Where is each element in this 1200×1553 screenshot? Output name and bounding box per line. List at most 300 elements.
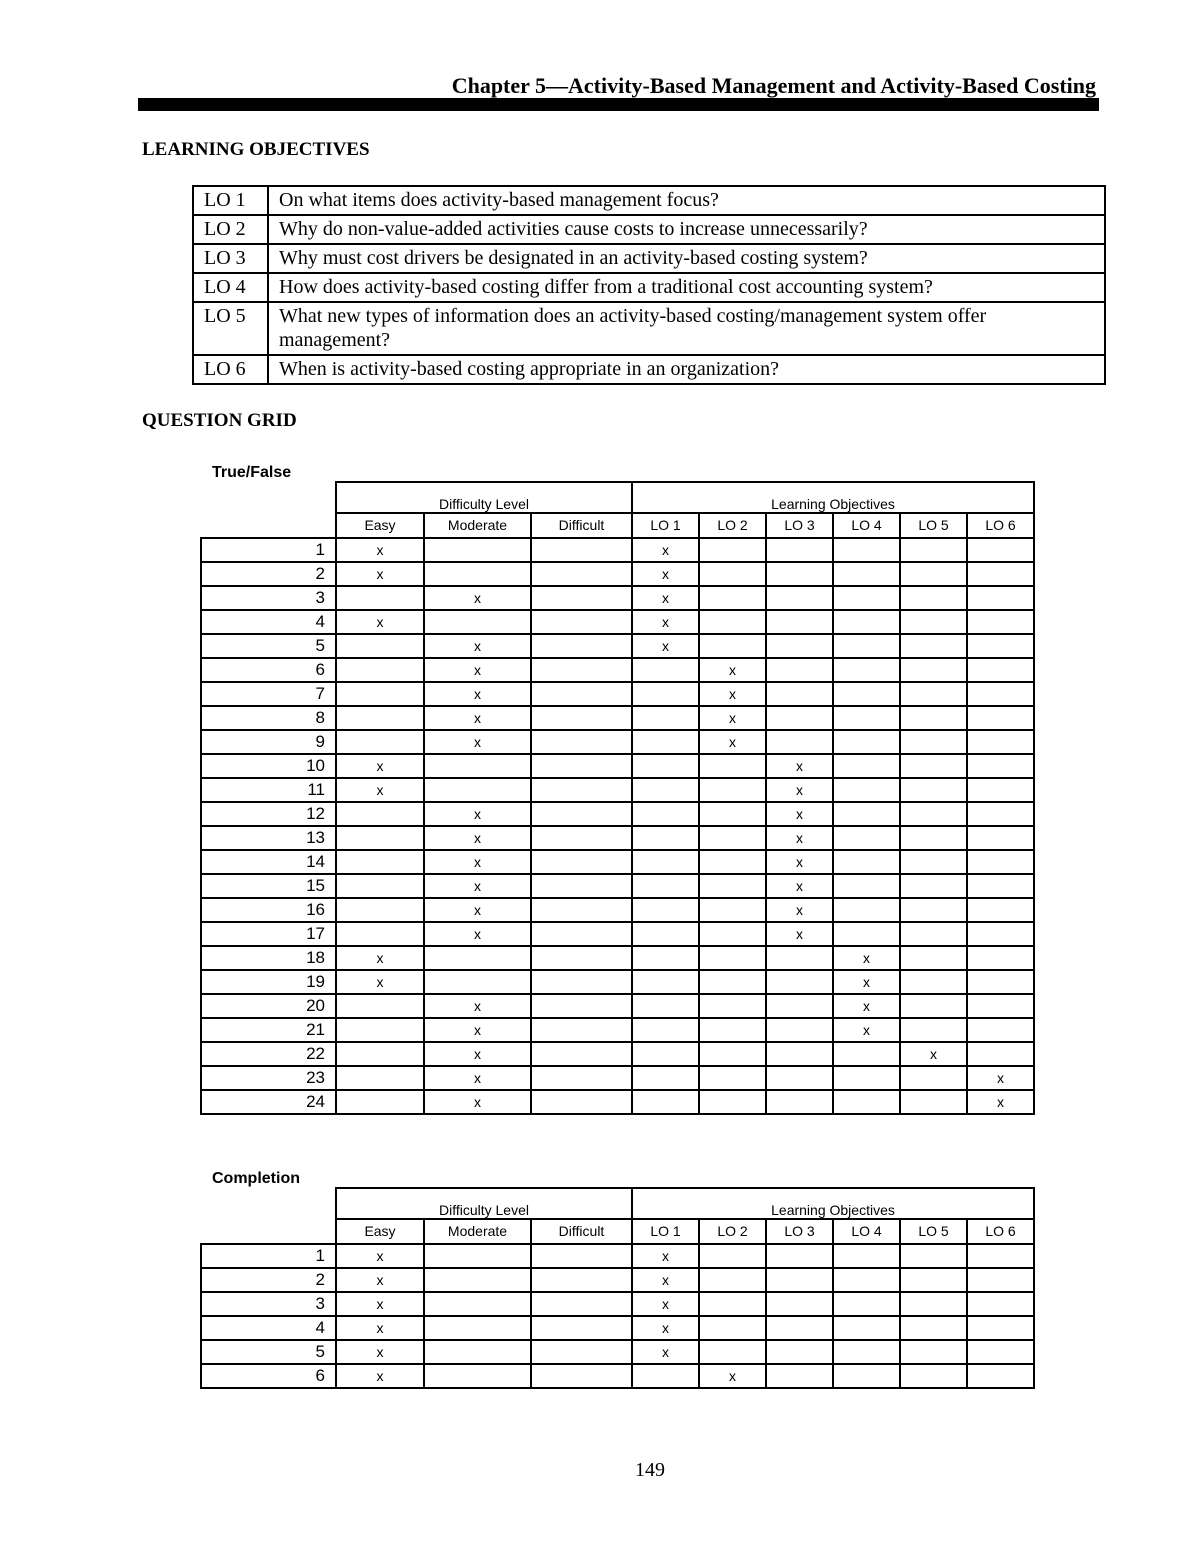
- table-row: [201, 802, 1034, 826]
- column-header: Easy: [336, 513, 424, 538]
- grid-cell: [967, 850, 1034, 874]
- grid-cell: [833, 1340, 900, 1364]
- grid-cell: [967, 1018, 1034, 1042]
- table-row: [201, 682, 1034, 706]
- lo-id: LO 5: [193, 302, 268, 355]
- grid-cell: [699, 922, 766, 946]
- grid-cell: [531, 1018, 632, 1042]
- grid-cell: [336, 586, 424, 610]
- grid-cell: [833, 682, 900, 706]
- table-row: [201, 1364, 1034, 1388]
- lo-id: LO 6: [193, 355, 268, 384]
- grid-mark: x: [424, 1066, 531, 1090]
- grid-cell: [833, 850, 900, 874]
- question-number: 12: [201, 802, 336, 826]
- lo-text: Why must cost drivers be designated in an activity-based costing system?: [268, 244, 1105, 273]
- grid-cell: [632, 1018, 699, 1042]
- grid-cell: [531, 586, 632, 610]
- grid-mark: x: [632, 586, 699, 610]
- grid-cell: [336, 874, 424, 898]
- question-number: 23: [201, 1066, 336, 1090]
- grid-cell: [967, 1364, 1034, 1388]
- grid-mark: x: [424, 874, 531, 898]
- grid-mark: x: [766, 850, 833, 874]
- grid-cell: [967, 1244, 1034, 1268]
- table-row: [201, 586, 1034, 610]
- grid-cell: [336, 1090, 424, 1114]
- question-number: 21: [201, 1018, 336, 1042]
- grid-cell: [632, 898, 699, 922]
- grid-mark: x: [424, 706, 531, 730]
- grid-cell: [699, 1268, 766, 1292]
- grid-cell: [967, 826, 1034, 850]
- grid-mark: x: [632, 562, 699, 586]
- grid-cell: [531, 946, 632, 970]
- grid-cell: [833, 922, 900, 946]
- grid-cell: [967, 754, 1034, 778]
- lo-row: [193, 302, 1105, 355]
- grid-mark: x: [424, 802, 531, 826]
- grid-cell: [766, 634, 833, 658]
- table-row: [201, 970, 1034, 994]
- grid-cell: [531, 826, 632, 850]
- grid-cell: [424, 1292, 531, 1316]
- lo-text: On what items does activity-based management focus?: [268, 186, 1105, 215]
- grid-cell: [531, 1090, 632, 1114]
- grid-cell: [766, 706, 833, 730]
- grid-mark: x: [766, 802, 833, 826]
- grid-corner: [201, 482, 336, 513]
- table-row: [201, 706, 1034, 730]
- grid-cell: [336, 994, 424, 1018]
- grid-cell: [531, 1268, 632, 1292]
- table-row: [201, 1042, 1034, 1066]
- grid-mark: x: [424, 1090, 531, 1114]
- grid-cell: [632, 1042, 699, 1066]
- grid-mark: x: [632, 1316, 699, 1340]
- grid-cell: [766, 1018, 833, 1042]
- grid-cell: [900, 922, 967, 946]
- learning-objectives-header: Learning Objectives: [632, 482, 1034, 513]
- grid-cell: [632, 682, 699, 706]
- table-row: [201, 538, 1034, 562]
- grid-mark: x: [967, 1066, 1034, 1090]
- grid-cell: [833, 1090, 900, 1114]
- grid-cell: [833, 1042, 900, 1066]
- grid-mark: x: [336, 946, 424, 970]
- column-header: LO 6: [967, 513, 1034, 538]
- completion-grid: [200, 1187, 1035, 1389]
- grid-cell: [424, 778, 531, 802]
- lo-id: LO 1: [193, 186, 268, 215]
- grid-column-header-row: [201, 513, 1034, 538]
- grid-cell: [967, 874, 1034, 898]
- grid-cell: [632, 730, 699, 754]
- grid-column-header-row: [201, 1219, 1034, 1244]
- table-row: [201, 874, 1034, 898]
- grid-mark: x: [336, 610, 424, 634]
- grid-cell: [766, 610, 833, 634]
- grid-cell: [531, 850, 632, 874]
- grid-cell: [424, 562, 531, 586]
- grid-cell: [900, 946, 967, 970]
- question-number: 17: [201, 922, 336, 946]
- grid-group-header-row: [201, 1188, 1034, 1219]
- column-header: Difficult: [531, 513, 632, 538]
- column-header: LO 4: [833, 1219, 900, 1244]
- question-number: 20: [201, 994, 336, 1018]
- grid-mark: x: [336, 1316, 424, 1340]
- table-row: [201, 826, 1034, 850]
- question-number: 6: [201, 658, 336, 682]
- grid-cell: [900, 898, 967, 922]
- grid-cell: [531, 658, 632, 682]
- question-number: 16: [201, 898, 336, 922]
- grid-mark: x: [424, 922, 531, 946]
- grid-cell: [967, 778, 1034, 802]
- grid-mark: x: [336, 1364, 424, 1388]
- grid-mark: x: [967, 1090, 1034, 1114]
- grid-cell: [336, 1066, 424, 1090]
- table-row: [201, 1066, 1034, 1090]
- grid-cell: [632, 658, 699, 682]
- table-row: [201, 1268, 1034, 1292]
- grid-cell: [766, 730, 833, 754]
- grid-cell: [766, 586, 833, 610]
- grid-cell: [833, 778, 900, 802]
- grid-cell: [531, 994, 632, 1018]
- lo-text: When is activity-based costing appropriate in an organization?: [268, 355, 1105, 384]
- grid-cell: [336, 730, 424, 754]
- grid-cell: [424, 946, 531, 970]
- page-number: 149: [635, 1459, 665, 1481]
- grid-cell: [699, 874, 766, 898]
- grid-cell: [424, 1244, 531, 1268]
- grid-cell: [531, 634, 632, 658]
- grid-mark: x: [833, 1018, 900, 1042]
- grid-cell: [699, 802, 766, 826]
- grid-cell: [833, 1268, 900, 1292]
- grid-mark: x: [424, 994, 531, 1018]
- column-header: LO 2: [699, 513, 766, 538]
- completion-label: Completion: [212, 1170, 300, 1187]
- grid-cell: [632, 778, 699, 802]
- grid-mark: x: [424, 898, 531, 922]
- grid-cell: [900, 562, 967, 586]
- lo-text: What new types of information does an activity-based costing/management system offer management?: [268, 302, 1105, 355]
- grid-mark: x: [766, 874, 833, 898]
- table-row: [201, 730, 1034, 754]
- column-header: LO 6: [967, 1219, 1034, 1244]
- grid-cell: [531, 1364, 632, 1388]
- grid-mark: x: [336, 1268, 424, 1292]
- grid-cell: [833, 754, 900, 778]
- grid-cell: [900, 538, 967, 562]
- question-number: 8: [201, 706, 336, 730]
- grid-cell: [699, 754, 766, 778]
- grid-cell: [833, 1066, 900, 1090]
- table-row: [201, 1340, 1034, 1364]
- title-rule: [138, 98, 1099, 111]
- table-row: [201, 922, 1034, 946]
- column-header: LO 1: [632, 1219, 699, 1244]
- grid-cell: [900, 1244, 967, 1268]
- grid-mark: x: [336, 1292, 424, 1316]
- grid-cell: [336, 634, 424, 658]
- table-row: [201, 634, 1034, 658]
- grid-cell: [336, 1042, 424, 1066]
- table-row: [201, 562, 1034, 586]
- grid-corner: [201, 513, 336, 538]
- grid-mark: x: [424, 682, 531, 706]
- grid-cell: [967, 658, 1034, 682]
- grid-cell: [699, 778, 766, 802]
- grid-cell: [967, 946, 1034, 970]
- grid-cell: [900, 826, 967, 850]
- table-row: [201, 1316, 1034, 1340]
- grid-cell: [967, 898, 1034, 922]
- grid-cell: [900, 970, 967, 994]
- table-row: [201, 946, 1034, 970]
- grid-cell: [900, 1316, 967, 1340]
- column-header: LO 3: [766, 1219, 833, 1244]
- column-header: Easy: [336, 1219, 424, 1244]
- column-header: LO 3: [766, 513, 833, 538]
- grid-mark: x: [766, 898, 833, 922]
- grid-cell: [531, 562, 632, 586]
- grid-cell: [531, 754, 632, 778]
- grid-cell: [531, 1340, 632, 1364]
- grid-mark: x: [424, 850, 531, 874]
- grid-cell: [336, 898, 424, 922]
- grid-cell: [699, 1244, 766, 1268]
- grid-cell: [632, 946, 699, 970]
- difficulty-level-header: Difficulty Level: [336, 482, 632, 513]
- grid-mark: x: [336, 778, 424, 802]
- grid-mark: x: [632, 1244, 699, 1268]
- table-row: [201, 778, 1034, 802]
- grid-mark: x: [632, 634, 699, 658]
- question-number: 9: [201, 730, 336, 754]
- grid-cell: [699, 1340, 766, 1364]
- question-number: 2: [201, 562, 336, 586]
- table-row: [201, 1018, 1034, 1042]
- grid-cell: [531, 730, 632, 754]
- column-header: Moderate: [424, 513, 531, 538]
- grid-cell: [766, 1066, 833, 1090]
- grid-cell: [531, 1292, 632, 1316]
- question-number: 13: [201, 826, 336, 850]
- grid-cell: [766, 1244, 833, 1268]
- grid-cell: [833, 1292, 900, 1316]
- question-number: 7: [201, 682, 336, 706]
- grid-cell: [766, 970, 833, 994]
- question-number: 24: [201, 1090, 336, 1114]
- question-number: 14: [201, 850, 336, 874]
- grid-cell: [699, 562, 766, 586]
- grid-cell: [833, 826, 900, 850]
- grid-cell: [531, 682, 632, 706]
- grid-mark: x: [699, 658, 766, 682]
- learning-objectives-header: Learning Objectives: [632, 1188, 1034, 1219]
- table-row: [201, 610, 1034, 634]
- grid-cell: [699, 1316, 766, 1340]
- grid-cell: [766, 1316, 833, 1340]
- grid-cell: [900, 634, 967, 658]
- grid-mark: x: [424, 826, 531, 850]
- table-row: [201, 1244, 1034, 1268]
- grid-cell: [833, 562, 900, 586]
- grid-cell: [833, 658, 900, 682]
- grid-cell: [900, 658, 967, 682]
- table-row: [201, 1292, 1034, 1316]
- grid-cell: [424, 538, 531, 562]
- grid-mark: x: [766, 778, 833, 802]
- grid-mark: x: [699, 730, 766, 754]
- grid-cell: [833, 802, 900, 826]
- grid-mark: x: [336, 754, 424, 778]
- grid-cell: [336, 682, 424, 706]
- grid-cell: [967, 706, 1034, 730]
- grid-cell: [531, 610, 632, 634]
- table-row: [201, 994, 1034, 1018]
- lo-text: How does activity-based costing differ from a traditional cost accounting system?: [268, 273, 1105, 302]
- grid-cell: [699, 1292, 766, 1316]
- learning-objectives-heading: LEARNING OBJECTIVES: [142, 139, 370, 160]
- grid-cell: [531, 802, 632, 826]
- grid-cell: [632, 1090, 699, 1114]
- grid-mark: x: [632, 1340, 699, 1364]
- question-number: 5: [201, 1340, 336, 1364]
- question-grid-heading: QUESTION GRID: [142, 410, 297, 431]
- grid-cell: [336, 826, 424, 850]
- grid-group-header-row: [201, 482, 1034, 513]
- grid-mark: x: [699, 682, 766, 706]
- grid-mark: x: [766, 754, 833, 778]
- grid-cell: [900, 754, 967, 778]
- grid-cell: [531, 1316, 632, 1340]
- lo-row: [193, 215, 1105, 244]
- question-number: 4: [201, 610, 336, 634]
- lo-row: [193, 244, 1105, 273]
- lo-text: Why do non-value-added activities cause costs to increase unnecessarily?: [268, 215, 1105, 244]
- grid-cell: [424, 970, 531, 994]
- grid-mark: x: [424, 730, 531, 754]
- grid-cell: [766, 994, 833, 1018]
- grid-mark: x: [900, 1042, 967, 1066]
- grid-cell: [967, 610, 1034, 634]
- grid-cell: [699, 634, 766, 658]
- grid-cell: [766, 658, 833, 682]
- grid-cell: [900, 778, 967, 802]
- grid-cell: [632, 874, 699, 898]
- grid-cell: [699, 826, 766, 850]
- grid-cell: [699, 586, 766, 610]
- grid-mark: x: [424, 634, 531, 658]
- grid-cell: [833, 1364, 900, 1388]
- grid-cell: [967, 802, 1034, 826]
- grid-cell: [900, 706, 967, 730]
- question-number: 19: [201, 970, 336, 994]
- grid-mark: x: [833, 994, 900, 1018]
- table-row: [201, 850, 1034, 874]
- grid-cell: [900, 1340, 967, 1364]
- grid-cell: [632, 970, 699, 994]
- question-number: 18: [201, 946, 336, 970]
- grid-cell: [766, 1090, 833, 1114]
- grid-mark: x: [336, 1340, 424, 1364]
- question-number: 1: [201, 538, 336, 562]
- grid-cell: [632, 754, 699, 778]
- grid-cell: [833, 538, 900, 562]
- column-header: Difficult: [531, 1219, 632, 1244]
- question-number: 3: [201, 586, 336, 610]
- grid-mark: x: [424, 1042, 531, 1066]
- grid-cell: [967, 730, 1034, 754]
- learning-objectives-table: [192, 185, 1106, 385]
- grid-cell: [424, 1268, 531, 1292]
- table-row: [201, 898, 1034, 922]
- grid-cell: [900, 994, 967, 1018]
- grid-cell: [336, 922, 424, 946]
- grid-cell: [699, 1090, 766, 1114]
- grid-cell: [531, 874, 632, 898]
- grid-cell: [336, 802, 424, 826]
- column-header: LO 1: [632, 513, 699, 538]
- grid-mark: x: [336, 1244, 424, 1268]
- grid-cell: [900, 1364, 967, 1388]
- grid-cell: [699, 946, 766, 970]
- grid-cell: [531, 970, 632, 994]
- grid-mark: x: [336, 562, 424, 586]
- grid-cell: [900, 1268, 967, 1292]
- grid-cell: [766, 538, 833, 562]
- question-number: 11: [201, 778, 336, 802]
- table-row: [201, 754, 1034, 778]
- grid-cell: [900, 1090, 967, 1114]
- question-number: 15: [201, 874, 336, 898]
- column-header: LO 2: [699, 1219, 766, 1244]
- grid-mark: x: [833, 970, 900, 994]
- grid-cell: [424, 610, 531, 634]
- lo-row: [193, 273, 1105, 302]
- grid-cell: [833, 1316, 900, 1340]
- grid-cell: [967, 1042, 1034, 1066]
- grid-cell: [833, 874, 900, 898]
- grid-cell: [699, 1018, 766, 1042]
- true-false-grid: [200, 481, 1035, 1115]
- grid-cell: [833, 730, 900, 754]
- grid-cell: [632, 706, 699, 730]
- grid-cell: [967, 586, 1034, 610]
- grid-cell: [967, 562, 1034, 586]
- grid-cell: [766, 1042, 833, 1066]
- grid-mark: x: [424, 658, 531, 682]
- lo-id: LO 4: [193, 273, 268, 302]
- grid-cell: [531, 538, 632, 562]
- question-number: 6: [201, 1364, 336, 1388]
- grid-cell: [531, 1244, 632, 1268]
- grid-cell: [632, 922, 699, 946]
- grid-cell: [336, 706, 424, 730]
- grid-cell: [967, 682, 1034, 706]
- grid-cell: [833, 898, 900, 922]
- grid-cell: [967, 1292, 1034, 1316]
- column-header: LO 5: [900, 513, 967, 538]
- grid-cell: [900, 682, 967, 706]
- lo-id: LO 2: [193, 215, 268, 244]
- grid-cell: [967, 1340, 1034, 1364]
